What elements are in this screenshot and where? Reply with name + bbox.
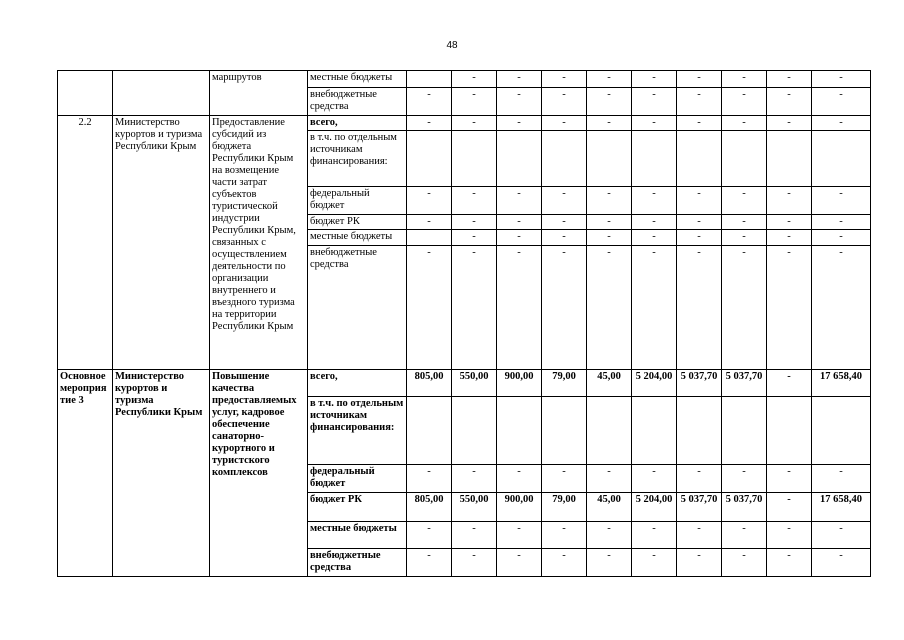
value-cell: - xyxy=(452,215,497,230)
value-cell: - xyxy=(677,465,722,493)
value-cell: - xyxy=(497,215,542,230)
value-cell: 45,00 xyxy=(587,493,632,522)
page-number: 48 xyxy=(446,40,458,51)
value-cell: - xyxy=(812,522,871,549)
value-cell: - xyxy=(587,230,632,246)
value-cell: - xyxy=(812,246,871,370)
value-cell: - xyxy=(407,522,452,549)
value-cell: - xyxy=(677,88,722,116)
value-cell: - xyxy=(812,549,871,577)
value-cell: 5 037,70 xyxy=(722,493,767,522)
value-cell: - xyxy=(587,88,632,116)
value-cell: - xyxy=(722,116,767,131)
value-cell: - xyxy=(767,88,812,116)
value-cell xyxy=(587,131,632,187)
value-cell: - xyxy=(677,187,722,215)
value-cell: - xyxy=(632,215,677,230)
value-cell: - xyxy=(812,116,871,131)
value-cell: - xyxy=(542,116,587,131)
funding-source-cell: в т.ч. по отдельным источникам финансирования: xyxy=(308,397,407,465)
value-cell xyxy=(542,397,587,465)
value-cell: - xyxy=(407,88,452,116)
value-cell: - xyxy=(677,230,722,246)
description-cell: Повышение качества предоставляемых услуг, кадровое обеспечение санаторно-курортного и туристского комплексов xyxy=(210,370,308,577)
value-cell: - xyxy=(767,549,812,577)
value-cell xyxy=(452,397,497,465)
value-cell: - xyxy=(812,230,871,246)
value-cell xyxy=(767,131,812,187)
value-cell: - xyxy=(677,71,722,88)
funding-source-cell: бюджет РК xyxy=(308,493,407,522)
value-cell xyxy=(587,397,632,465)
row-number-cell: Основное мероприятие 3 xyxy=(58,370,113,577)
value-cell: - xyxy=(452,522,497,549)
value-cell: - xyxy=(632,230,677,246)
value-cell: - xyxy=(542,549,587,577)
value-cell: - xyxy=(497,230,542,246)
value-cell xyxy=(632,131,677,187)
value-cell xyxy=(677,397,722,465)
funding-source-cell: федеральный бюджет xyxy=(308,187,407,215)
executor-cell: Министерство курортов и туризма Республики Крым xyxy=(113,116,210,370)
value-cell: - xyxy=(497,246,542,370)
value-cell: - xyxy=(542,522,587,549)
value-cell: - xyxy=(767,230,812,246)
description-cell: Предоставление субсидий из бюджета Республики Крым на возмещение части затрат субъектов туристической индустрии Республики Крым, связанных с осуществлением деятельности по организации внутреннего и въездного туризма на территории Республики Крым xyxy=(210,116,308,370)
value-cell: - xyxy=(632,187,677,215)
value-cell: 900,00 xyxy=(497,370,542,397)
value-cell: - xyxy=(452,465,497,493)
value-cell xyxy=(632,397,677,465)
value-cell: - xyxy=(722,71,767,88)
value-cell: - xyxy=(722,230,767,246)
value-cell: - xyxy=(587,522,632,549)
table-row xyxy=(58,116,871,131)
value-cell: 79,00 xyxy=(542,370,587,397)
value-cell xyxy=(722,131,767,187)
value-cell: - xyxy=(722,465,767,493)
value-cell: - xyxy=(542,71,587,88)
value-cell: - xyxy=(722,215,767,230)
funding-source-cell: в т.ч. по отдельным источникам финансирования: xyxy=(308,131,407,187)
funding-source-cell: местные бюджеты xyxy=(308,522,407,549)
value-cell: - xyxy=(542,230,587,246)
value-cell xyxy=(497,397,542,465)
value-cell: - xyxy=(677,522,722,549)
value-cell: 5 037,70 xyxy=(677,493,722,522)
value-cell: - xyxy=(542,88,587,116)
value-cell: 17 658,40 xyxy=(812,370,871,397)
value-cell: - xyxy=(452,187,497,215)
value-cell: - xyxy=(587,116,632,131)
value-cell xyxy=(677,131,722,187)
value-cell xyxy=(497,131,542,187)
executor-cell xyxy=(113,71,210,116)
value-cell xyxy=(767,397,812,465)
value-cell xyxy=(452,131,497,187)
value-cell: - xyxy=(497,88,542,116)
value-cell: - xyxy=(767,246,812,370)
value-cell: - xyxy=(407,246,452,370)
value-cell: 550,00 xyxy=(452,370,497,397)
value-cell: 550,00 xyxy=(452,493,497,522)
value-cell xyxy=(407,131,452,187)
value-cell: - xyxy=(587,465,632,493)
value-cell: - xyxy=(587,549,632,577)
value-cell: - xyxy=(767,187,812,215)
value-cell: 45,00 xyxy=(587,370,632,397)
value-cell: - xyxy=(452,230,497,246)
value-cell: - xyxy=(767,522,812,549)
budget-table xyxy=(57,70,871,577)
value-cell: - xyxy=(407,549,452,577)
value-cell: 5 204,00 xyxy=(632,370,677,397)
funding-source-cell: всего, xyxy=(308,370,407,397)
value-cell: - xyxy=(542,246,587,370)
value-cell: - xyxy=(452,88,497,116)
value-cell: - xyxy=(452,246,497,370)
value-cell: - xyxy=(587,71,632,88)
value-cell: - xyxy=(587,246,632,370)
value-cell: - xyxy=(677,215,722,230)
value-cell: - xyxy=(497,116,542,131)
table-row xyxy=(58,370,871,397)
value-cell: - xyxy=(542,187,587,215)
value-cell: 805,00 xyxy=(407,370,452,397)
funding-source-cell: внебюджетные средства xyxy=(308,549,407,577)
value-cell: - xyxy=(722,88,767,116)
value-cell: - xyxy=(407,187,452,215)
value-cell: - xyxy=(677,246,722,370)
value-cell xyxy=(542,131,587,187)
value-cell: - xyxy=(677,116,722,131)
value-cell: - xyxy=(812,71,871,88)
value-cell: - xyxy=(497,522,542,549)
funding-source-cell: внебюджетные средства xyxy=(308,88,407,116)
value-cell: - xyxy=(407,215,452,230)
value-cell: - xyxy=(632,522,677,549)
value-cell: - xyxy=(632,88,677,116)
table-row xyxy=(58,71,871,88)
value-cell: - xyxy=(767,465,812,493)
row-number-cell: 2.2 xyxy=(58,116,113,370)
value-cell xyxy=(407,230,452,246)
value-cell: - xyxy=(632,246,677,370)
value-cell: - xyxy=(812,88,871,116)
value-cell: - xyxy=(812,465,871,493)
value-cell: - xyxy=(632,116,677,131)
value-cell: - xyxy=(452,116,497,131)
value-cell: - xyxy=(767,370,812,397)
value-cell: - xyxy=(767,215,812,230)
value-cell: - xyxy=(542,215,587,230)
value-cell: - xyxy=(677,549,722,577)
description-cell: маршрутов xyxy=(210,71,308,116)
value-cell xyxy=(722,397,767,465)
funding-source-cell: всего, xyxy=(308,116,407,131)
funding-source-cell: федеральный бюджет xyxy=(308,465,407,493)
value-cell: 5 204,00 xyxy=(632,493,677,522)
value-cell: 5 037,70 xyxy=(677,370,722,397)
value-cell: - xyxy=(632,71,677,88)
value-cell: - xyxy=(542,465,587,493)
funding-source-cell: местные бюджеты xyxy=(308,71,407,88)
row-number-cell xyxy=(58,71,113,116)
value-cell xyxy=(407,71,452,88)
funding-source-cell: внебюджетные средства xyxy=(308,246,407,370)
value-cell: - xyxy=(497,465,542,493)
value-cell xyxy=(407,397,452,465)
value-cell: 805,00 xyxy=(407,493,452,522)
value-cell: - xyxy=(497,549,542,577)
value-cell: - xyxy=(587,187,632,215)
funding-source-cell: местные бюджеты xyxy=(308,230,407,246)
value-cell xyxy=(812,397,871,465)
value-cell: - xyxy=(407,465,452,493)
executor-cell: Министерство курортов и туризма Республики Крым xyxy=(113,370,210,577)
value-cell: - xyxy=(812,187,871,215)
value-cell: 5 037,70 xyxy=(722,370,767,397)
value-cell: - xyxy=(812,215,871,230)
value-cell: - xyxy=(767,493,812,522)
value-cell: - xyxy=(452,549,497,577)
value-cell xyxy=(812,131,871,187)
value-cell: - xyxy=(587,215,632,230)
value-cell: - xyxy=(632,549,677,577)
value-cell: - xyxy=(722,246,767,370)
value-cell: 79,00 xyxy=(542,493,587,522)
value-cell: - xyxy=(407,116,452,131)
value-cell: - xyxy=(452,71,497,88)
value-cell: - xyxy=(767,71,812,88)
value-cell: - xyxy=(632,465,677,493)
value-cell: - xyxy=(722,549,767,577)
value-cell: - xyxy=(497,71,542,88)
value-cell: - xyxy=(722,187,767,215)
funding-source-cell: бюджет РК xyxy=(308,215,407,230)
value-cell: 900,00 xyxy=(497,493,542,522)
value-cell: - xyxy=(722,522,767,549)
value-cell: - xyxy=(497,187,542,215)
value-cell: 17 658,40 xyxy=(812,493,871,522)
value-cell: - xyxy=(767,116,812,131)
